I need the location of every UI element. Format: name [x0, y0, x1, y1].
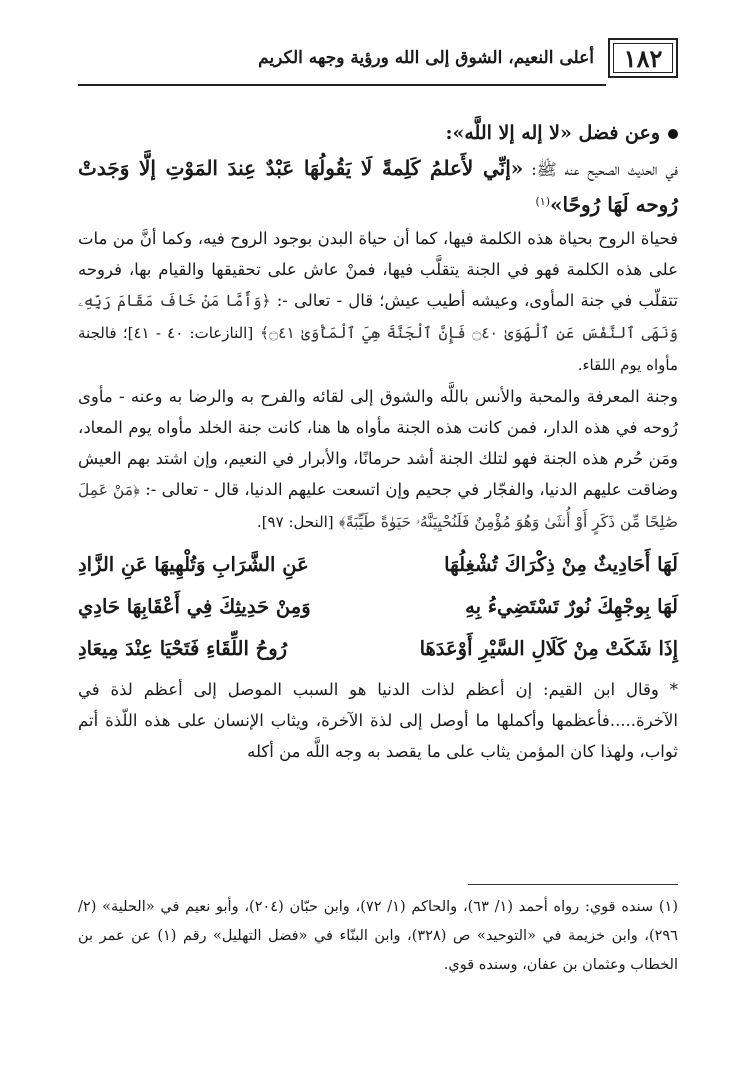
verse-second-hemistich: عَنِ الشَّرَابِ وَتُلْهِيهَا عَنِ الزَّادِ: [78, 552, 309, 576]
poem-verse: [78, 586, 678, 628]
poem-verse: [78, 544, 678, 586]
section-lead: [78, 116, 678, 150]
footnote-1: (١) سنده قوي: رواه أحمد (١/ ٦٣)، والحاكم (١/ ٧٢)، وابن حبّان (٢٠٤)، وأبو نعيم في «الحلية» (٢/ ٢٩٦)، وابن خزيمة في «التوحيد» ص (٣٢٨)، وابن البنّاء في «فضل التهليل» رقم (١) عن عمر بن الخطاب وعثمان بن عفان، وسنده قوي.: [78, 899, 679, 973]
header-rule: [78, 84, 606, 86]
verse-second-hemistich: وَمِنْ حَدِيثِكَ فِي أَعْقَابِهَا حَادِي: [78, 594, 311, 618]
paragraph-2: [78, 381, 678, 538]
poem: [78, 544, 678, 670]
running-title: أعلى النعيم، الشوق إلى الله ورؤية وجهه الكريم: [258, 48, 594, 68]
running-header: [78, 34, 678, 90]
hadith-text: «إنِّي لأَعلمُ كَلِمةً لَا يَقُولُهَا عَبْدٌ عِندَ المَوْتِ إلَّا وَجَدتْ رُوحه لَهَا رُوحًا»: [78, 156, 678, 217]
bullet-icon: [668, 129, 678, 139]
verse-first-hemistich: إِذَا شَكَتْ مِنْ كَلَالِ السَّيْرِ أَوْعَدَهَا: [419, 636, 678, 660]
hadith-intro: في الحديث الصحيح عنه ﷺ:: [531, 160, 678, 179]
p2-text: وجنة المعرفة والمحبة والأنس باللَّه والشوق إلى لقائه والفرح به والرضا به وعنه - مأوى رُوحه في هذه الدار، فمن كانت هذه الجنة مأواه ها هنا، كانت جنة الخلد مأواه يوم المعاد، ومَن حُرم هذه الجنة فهو لتلك الجنة أشد حرمانًا، والأبرار في النعيم، وإن اشتد بهم العيش وضاقت عليهم الدنيا، والفجّار في جحيم وإن اتسعت عليهم الدنيا، قال - تعالى -:: [78, 386, 678, 499]
page-number-box: [608, 38, 678, 78]
footnote-ref[interactable]: (١): [535, 195, 550, 208]
p2-quran-verse: ﴿مَنْ عَمِلَ صَٰلِحًا مِّن ذَكَرٍ أَوْ أُنثَىٰ وَهُوَ مُؤْمِنٌ فَلَنُحْيِيَنَّهُۥ حَيَوٰةً طَيِّبَةً﴾: [78, 480, 678, 531]
paragraph-3: * وقال ابن القيم: إن أعظم لذات الدنيا هو السبب الموصل إلى أعظم لذة في الآخرة.....فأعظمها وأكملها ما أوصل إلى لذة الآخرة، ويثاب الإنسان على هذه اللّذة أتم ثواب، ولهذا كان المؤمن يثاب على ما يقصد به وجه اللَّه من أكله: [78, 679, 678, 761]
p2-quran-ref: [النحل: ٩٧].: [256, 512, 334, 531]
footnote-rule: [468, 884, 678, 885]
verse-second-hemistich: رُوحُ اللِّقَاءِ فَتَحْيَا عِنْدَ مِيعَادِ: [78, 636, 288, 660]
verse-first-hemistich: لَهَا بِوجْهِكَ نُورٌ تَسْتَضِيءُ بِهِ: [465, 594, 678, 618]
p1-quran-verse: ﴿وَأَمَّا مَنْ خَافَ مَقَامَ رَبِّهِۦ وَنَهَى ٱلنَّفْسَ عَنِ ٱلْهَوَىٰ ۝٤٠ فَإِنَّ ٱلْجَنَّةَ هِيَ ٱلْمَأْوَىٰ ۝٤١﴾: [78, 291, 678, 342]
p1-text: فحياة الروح بحياة هذه الكلمة فيها، كما أن حياة البدن بوجود الروح فيه، وكما أنَّ من مات على هذه الكلمة فهو في الجنة يتقلَّب فيها، فمنْ عاش على تحقيقها والقيام بها، فروحه تتقلّب في جنة المأوى، وعيشه أطيب عيش؛ قال - تعالى -:: [78, 228, 678, 310]
paragraph-1: [78, 223, 678, 381]
page-number: ١٨٢: [623, 43, 663, 73]
lead-text: وعن فضل «لا إله إلا اللَّه»:: [445, 122, 660, 144]
footnotes: [78, 893, 678, 980]
poem-verse: [78, 628, 678, 670]
verse-first-hemistich: لَهَا أَحَادِيثٌ مِنْ ذِكْرَاكَ تُشْغِلُهَا: [444, 552, 678, 576]
hadith-paragraph: [78, 150, 678, 223]
main-text: [78, 116, 678, 767]
p1-quran-ref: [النازعات: ٤٠ - ٤١]؛ فالجنة مأواه يوم اللقاء.: [78, 323, 678, 374]
